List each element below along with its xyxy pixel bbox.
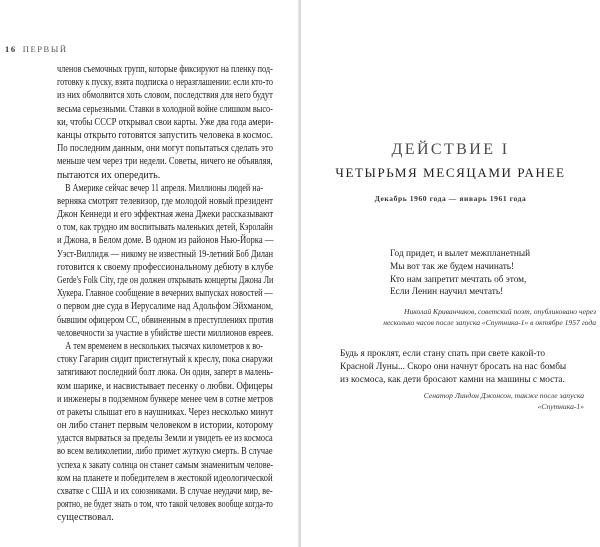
body-text-line: и инженеры в подземном бункере менее чем в сотне метров <box>57 393 273 405</box>
body-text-line: Gerde's Folk City, где он должен открывать концерты Джона Ли <box>57 275 274 286</box>
quote-attribution <box>314 391 584 413</box>
body-text-line: пытаются их опередить. <box>57 169 161 181</box>
body-text-line: ки, чтобы СССР открывал свои карты. Уже два года амери- <box>57 116 274 128</box>
running-head-title: ПЕРВЫЙ <box>22 44 68 54</box>
quote-line: Будь я проклят, если стану спать при свете какой-то <box>340 349 546 359</box>
body-text-line: и Джона, в Белом доме. В одном из районов Нью-Йорка — <box>57 235 274 247</box>
body-text-line: членов съемочных групп, которые фиксируют на пленку под- <box>57 64 273 75</box>
body-text-line: существовал. <box>57 512 114 524</box>
body-text <box>57 63 274 525</box>
body-text-line: готовится к своему профессиональному дебюту в клубе <box>57 261 274 273</box>
body-text-line: весьма серьезными. Ставки в холодной войне слишком высо- <box>57 103 273 115</box>
poem-line: Мы вот так же будем начинать! <box>390 261 515 272</box>
body-text-line: затягивают последний болт люка. Он один, заперт в малень- <box>57 367 273 379</box>
body-text-line: удастся вырваться за пределы Земли и увидеть ее из космоса <box>57 433 273 445</box>
body-text-line: А тем временем в нескольких тысячах километров к во- <box>65 340 263 352</box>
running-head <box>5 44 68 54</box>
body-text-line: канцы открыто готовятся запустить человека в космос. <box>57 129 273 141</box>
body-text-line: ком шарике, и насвистывает песенку о любви. Офицеры <box>57 380 273 392</box>
body-text-line: из них обмолвится хоть словом, последствия для него будут <box>57 90 273 102</box>
body-text-line: он либо станет первым человеком в истории, которому <box>57 420 273 432</box>
body-text-line: меньше чем через три недели. Советы, ничего не объявляя, <box>57 156 273 168</box>
left-page <box>0 0 299 547</box>
poem-attribution <box>326 307 596 329</box>
body-text-line: роятно, не будет знать о том, что такой человек вообще когда-то <box>57 499 273 511</box>
body-text-line: схватке с США и их союзниками. В случае неудачи мир, ве- <box>57 486 273 497</box>
body-text-line: готовку к пуску, взята подписка о неразглашении: если кто-то <box>57 77 273 89</box>
body-text-line: во всем великолепии, либо примет жуткую смерть. В случае <box>57 446 273 458</box>
poem-line: Если Ленин научил мечтать! <box>390 287 504 298</box>
poem-line: Год придет, и вылет межпланетный <box>390 249 531 259</box>
attribution-line: Сенатор Линдон Джонсон, также после запуска <box>423 391 584 400</box>
body-text-line: Хукера. Главное сообщение в вечерних выпусках новостей — <box>57 288 273 300</box>
quote-line: из космоса, как дети бросают камни на машины с моста. <box>340 374 565 385</box>
body-text-line: успеха к закату солнца он станет самым знаменитым челове- <box>57 459 274 471</box>
body-text-line: бывшим офицером СС, обвиненным в преступлениях против <box>57 314 274 326</box>
body-text-line: Уэст-Виллидж — никому не известный 19-летний Боб Дилан <box>57 248 274 260</box>
body-text-line: Джон Кеннеди и его эффектная жена Джеки рассказывают <box>57 209 274 221</box>
act-label: ДЕЙСТВИЕ I <box>391 141 510 158</box>
page-number: 16 <box>5 44 17 54</box>
body-text-line: верняка смотрят телевизор, где молодой новый президент <box>57 195 273 207</box>
body-text-line: В Америке сейчас вечер 11 апреля. Миллионы людей на- <box>65 182 263 194</box>
quote-line: Красной Луны... Скоро они начнут бросать на нас бомбы <box>340 361 567 372</box>
epigraph-poem <box>390 248 590 299</box>
body-text-line: ком на планете и победителем в жестокой идеологической <box>57 472 273 484</box>
chapter-dates: Декабрь 1960 года — январь 1961 года <box>374 194 527 203</box>
chapter-title: ЧЕТЫРЬМЯ МЕСЯЦАМИ РАНЕЕ <box>335 165 566 180</box>
body-text-line: о том, как трудно им воспитывать маленьких детей, Кэролайн <box>57 222 273 234</box>
body-text-line: от ракеты слышат его в наушниках. Через несколько минут <box>57 406 273 418</box>
body-text-line: человечности за участие в убийстве шести миллионов евреев. <box>57 327 274 339</box>
attribution-line: «Спутника-1» <box>537 401 584 411</box>
epigraph-quote <box>340 348 598 386</box>
poem-line: Кто нам запретит мечтать об этом, <box>390 274 527 285</box>
body-text-line: о первом дне суда в Иерусалиме над Адольфом Эйхманом, <box>57 301 274 313</box>
attribution-line: несколько часов после запуска «Спутника-1» в октябре 1957 года <box>383 317 596 327</box>
body-text-line: По последним данным, они могут попытаться сделать это <box>57 143 273 155</box>
attribution-line: Николай Криванчиков, советский поэт, опубликовано через <box>403 307 596 316</box>
body-text-line: стоку Гагарин сидит пристегнутый к креслу, пока снаружи <box>57 354 273 366</box>
